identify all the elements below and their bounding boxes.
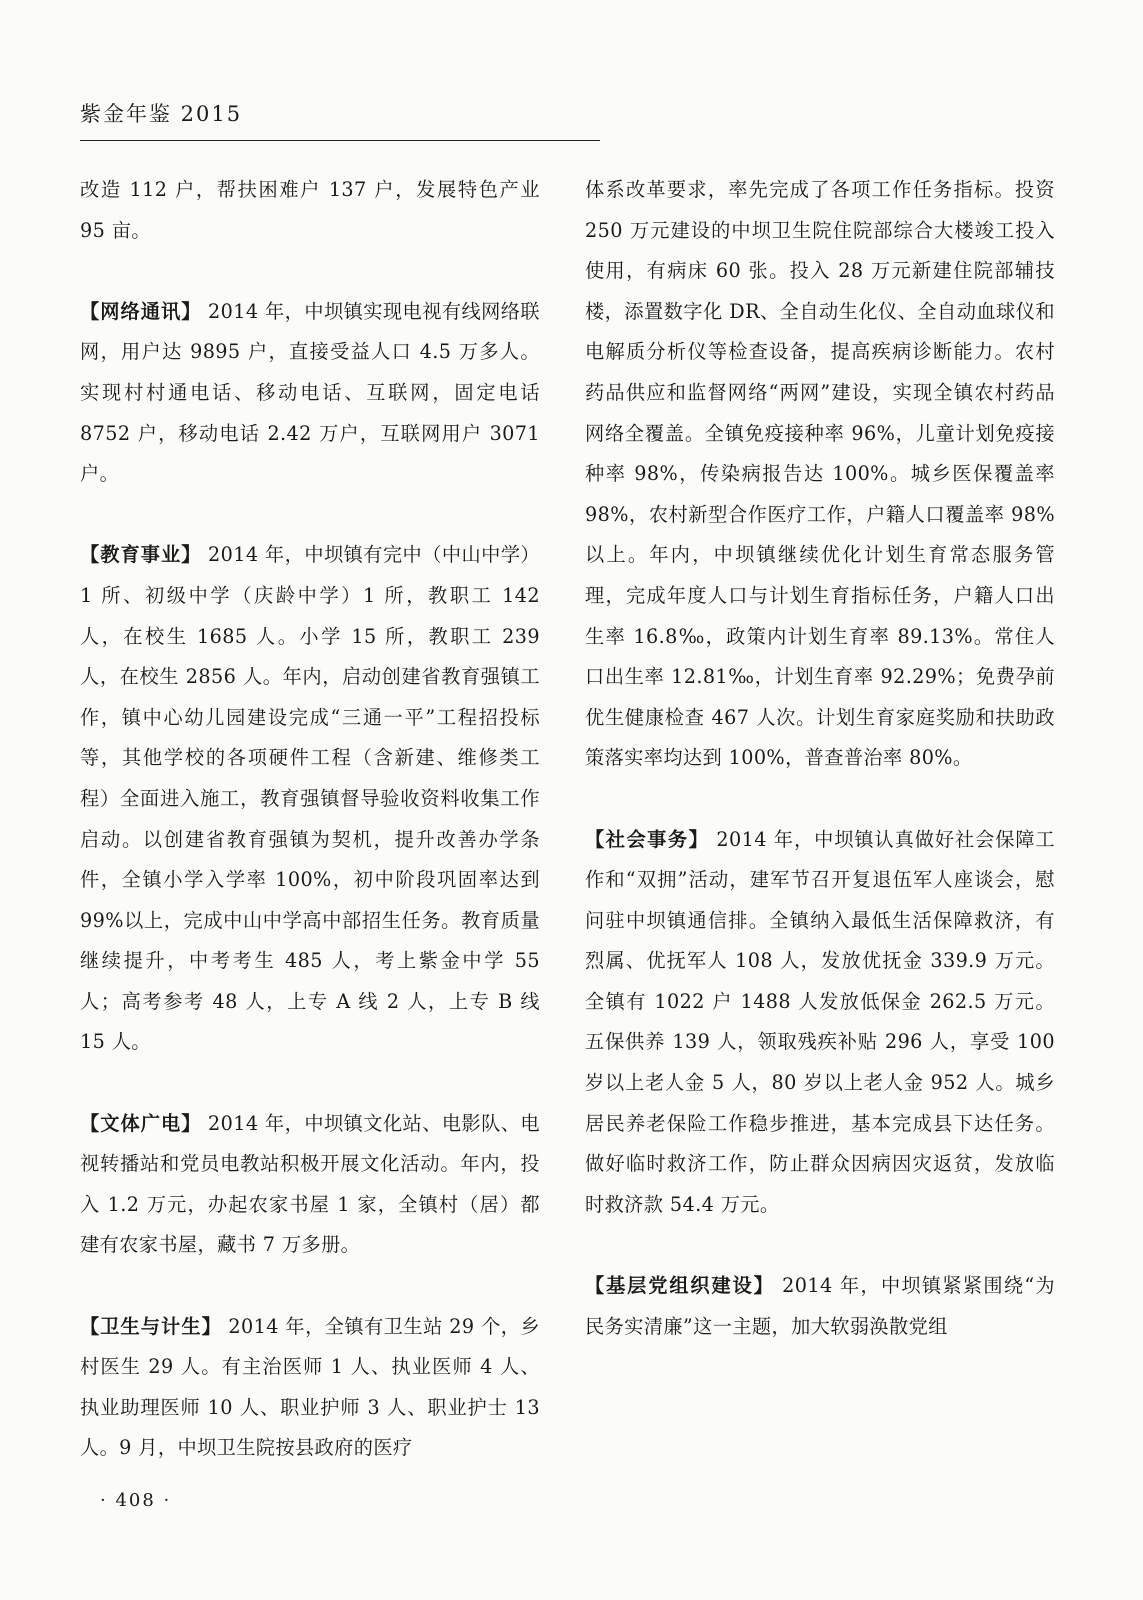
paragraph: [585, 170, 1055, 779]
paragraph: [80, 1307, 540, 1469]
paragraph: [585, 1266, 1055, 1347]
section-title: 【卫生与计生】: [80, 1314, 222, 1338]
paragraph: [80, 535, 540, 1063]
paragraph-body: 2014 年，中坝镇紧紧围绕“为民务实清廉”这一主题，加大软弱涣散党组: [585, 1274, 1056, 1338]
header-rule: [80, 140, 600, 141]
paragraph-body: 2014 年，全镇有卫生站 29 个，乡村医生 29 人。有主治医师 1 人、执业医师 4 人、执业助理医师 10 人、职业护师 3 人、职业护士 13 人。9 月，中坝卫生院按县政府的医疗: [80, 1314, 541, 1460]
paragraph-body: 2014 年，中坝镇文化站、电影队、电视转播站和党员电教站积极开展文化活动。年内，投入 1.2 万元，办起农家书屋 1 家，全镇村（居）都建有农家书屋，藏书 7 万多册。: [80, 1111, 541, 1257]
right-column: [585, 170, 1055, 1347]
paragraph-body: 改造 112 户，帮扶困难户 137 户，发展特色产业 95 亩。: [80, 178, 540, 242]
paragraph-body: 2014 年，中坝镇认真做好社会保障工作和“双拥”活动，建军节召开复退伍军人座谈会，慰问驻中坝镇通信排。全镇纳入最低生活保障救济，有烈属、优抚军人 108 人，发放优抚金 339.9 万元。全镇有 1022 户 1488 人发放低保金 262.5 万元。五保供养 139 人，领取残疾补贴 296 人，享受 100 岁以上老人金 5 人，80 岁以上老人金 952 人。城乡居民养老保险工作稳步推进，基本完成县下达任务。做好临时救济工作，防止群众因病因灾返贫，发放临时救济款 54.4 万元。: [585, 827, 1056, 1216]
section-title: 【文体广电】: [80, 1111, 202, 1135]
left-column: [80, 170, 540, 1469]
section-title: 【社会事务】: [585, 827, 710, 851]
paragraph: [585, 820, 1055, 1226]
running-title: 紫金年鉴 2015: [80, 102, 243, 126]
page-number: · 408 ·: [100, 1490, 172, 1511]
paragraph: [80, 292, 540, 495]
section-title: 【网络通讯】: [80, 299, 202, 323]
section-title: 【教育事业】: [80, 543, 202, 567]
paragraph-body: 2014 年，中坝镇实现电视有线网络联网，用户达 9895 户，直接受益人口 4.5 万多人。实现村村通电话、移动电话、互联网，固定电话 8752 户，移动电话 2.42 万户，互联网用户 3071 户。: [80, 299, 541, 486]
paragraph-body: 2014 年，中坝镇有完中（中山中学）1 所、初级中学（庆龄中学）1 所，教职工 142 人，在校生 1685 人。小学 15 所，教职工 239 人，在校生 2856 人。年内，启动创建省教育强镇工作，镇中心幼儿园建设完成“三通一平”工程招投标等，其他学校的各项硬件工程（含新建、维修类工程）全面进入施工，教育强镇督导验收资料收集工作启动。以创建省教育强镇为契机，提升改善办学条件，全镇小学入学率 100%，初中阶段巩固率达到 99%以上，完成中山中学高中部招生任务。教育质量继续提升，中考考生 485 人，考上紫金中学 55 人；高考参考 48 人，上专 A 线 2 人，上专 B 线 15 人。: [80, 543, 541, 1054]
paragraph-body: 体系改革要求，率先完成了各项工作任务指标。投资 250 万元建设的中坝卫生院住院部综合大楼竣工投入使用，有病床 60 张。投入 28 万元新建住院部辅技楼，添置数字化 DR、全自动生化仪、全自动血球仪和电解质分析仪等检查设备，提高疾病诊断能力。农村药品供应和监督网络“两网”建设，实现全镇农村药品网络全覆盖。全镇免疫接种率 96%，儿童计划免疫接种率 98%，传染病报告达 100%。城乡医保覆盖率 98%，农村新型合作医疗工作，户籍人口覆盖率 98%以上。年内，中坝镇继续优化计划生育常态服务管理，完成年度人口与计划生育指标任务，户籍人口出生率 16.8‰，政策内计划生育率 89.13%。常住人口出生率 12.81‰，计划生育率 92.29%；免费孕前优生健康检查 467 人次。计划生育家庭奖励和扶助政策落实率均达到 100%，普查普治率 80%。: [585, 178, 1055, 770]
paragraph: [80, 1104, 540, 1266]
paragraph: [80, 170, 540, 251]
section-title: 【基层党组织建设】: [585, 1274, 775, 1298]
